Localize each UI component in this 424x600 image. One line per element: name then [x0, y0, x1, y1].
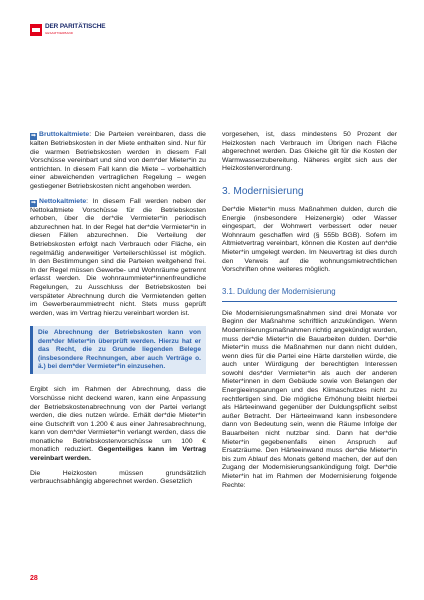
heizkosten-text: Die Heizkosten müssen grundsätzlich verbrauchsabhängig abgerechnet werden. Gesetzlich [30, 469, 206, 486]
section-title: 3. Modernisierung [222, 185, 304, 197]
term-bruttokaltmiete: Bruttokaltmiete [39, 131, 90, 138]
arrow-right-icon: ➡ [30, 199, 37, 206]
abrechnung-text: Ergibt sich im Rahmen der Abrechnung, dass die Vorschüsse nicht deckend waren, kann eine Anpassung der Betriebskostenabrechnung von der Partei verlangt werden, die dies nutzen würde. Erhält der*die Mieter*in eine Gutschrift von 1.200 € aus einer Jahresabrechnung, kann von dem*der Vermieter*in verlangt werden, dass die monatliche Betriebskostenvorschüsse um 100 € monatlich reduziert. [30, 386, 206, 454]
logo-subtitle: GESAMTVERBAND [45, 31, 74, 35]
highlight-box [30, 326, 206, 374]
bruttokaltmiete-text: : Die Parteien vereinbaren, dass die kalten Betriebskosten in der Miete enthalten sind. Nur für die warmen Betriebskosten werden in diesem Fall Vorschüsse vereinbart und sind von dem*der Mieter*in zu entrichten. In diesem Fall kann die Miete – vorbehaltlich einer abweichenden vertraglichen Regelung – wegen gestiegener Betriebskosten nicht angehoben werden. [30, 131, 206, 190]
highlight-text: Die Abrechnung der Betriebskosten kann von dem*der Mieter*in überprüft werden. Hierzu hat er das Recht, die zu Grunde liegenden Belege (insbesondere Rechnungen, aber auch Verträge o. ä.) bei dem*der Vermieter*in einzusehen. [38, 329, 201, 370]
paritaetische-logo [30, 22, 108, 40]
paragraph-modernisierung: Der*die Mieter*in muss Maßnahmen dulden, durch die Energie (insbesondere Heizenergie) oder Wasser eingespart, der Wohnwert verbessert oder neuer Wohnraum geschaffen wird (§ 555b BGB). Sofern im Altmietvertrag vereinbart, können die Kosten auf den*die Mieter*in umgelegt werden. Im Neuvertrag ist dies durch den Verweis auf die wohnungsmietrechtlichen Vorschriften ohne weiteres möglich. [222, 205, 397, 274]
subsection-title: 3.1. Duldung der Modernisierung [222, 286, 336, 296]
logo-title: DER PARITÄTISCHE [45, 23, 106, 30]
logo-mark-icon [30, 24, 42, 36]
paragraph-abrechnung [30, 386, 206, 463]
paragraph-heizkosten [30, 470, 206, 487]
left-column [30, 131, 206, 487]
paragraph-heizkosten-continued: vorgesehen, ist, dass mindestens 50 Prozent der Heizkosten nach Verbrauch im Übrigen nach Fläche abgerechnet werden. Das Gleiche gilt für die Kosten der Warmwasserzubereitung. Näheres ergibt sich aus der Heizkostenverordnung. [222, 131, 397, 173]
nettokaltmiete-text: : In diesem Fall werden neben der Nettokaltmiete Vorschüsse für die Betriebskosten erhoben, über die der*die Vermieter*in periodisch abzurechnen hat. In der Regel hat der*die Vermieter*in in diesen Fällen abzurechnen. Die Verteilung der Betriebskosten erfolgt nach Verbrauch oder Fläche, ein regelmäßig anderweitiger Verteilerschlüssel ist möglich. In den Bestimmungen sind die Parteien weitgehend frei. In der Regel müssen Gewerbe- und Wohnräume getrennt erfasst werden. Die wohnraummieter*innenfreundliche Regelungen, zu Ausschluss der Betriebskosten bei verspäteter Abrechnung durch die Vermietenden gelten im Gewerberaummietrecht nicht. Stets muss geprüft werden, was im Vertrag hierzu vereinbart worden ist. [30, 197, 206, 317]
page-number: 28 [30, 575, 38, 582]
right-column [222, 131, 397, 490]
abrechnung-bold-text: Gegenteiliges kann im Vertrag vereinbart werden. [30, 446, 206, 463]
arrow-right-icon: ➡ [30, 133, 37, 139]
paragraph-nettokaltmiete [30, 198, 206, 319]
subsection-divider [222, 301, 397, 302]
term-nettokaltmiete: Nettokaltmiete [39, 197, 87, 205]
paragraph-duldung: Die Modernisierungsmaßnahmen sind drei Monate vor Beginn der Maßnahme schriftlich anzukündigen. Wenn Modernisierungsmaßnahmen richtig angekündigt wurden, muss der*die Mieter*in die Bauarbeiten dulden. Der*die Mieter*in muss die Maßnahmen nur dann nicht dulden, wenn dies für die Partei eine Härte darstellen würde, die auch unter Würdigung der berechtigten Interessen sowohl des*der Vermieter*in als auch der anderen Mieter*innen in dem Gebäude sowie von Belangen der Energieeinsparungen und des Klimaschutzes nicht zu rechtfertigen sind. Die mögliche Erhöhung bleibt hierbei als Härteeinwand gegenüber der Duldungspflicht selbst außer Betracht. Der Härteeinwand kann insbesondere dann von Bedeutung sein, wenn die Räume Infolge der Bauarbeiten nicht nutzbar sind. Dann hat der*die Mieter*in gegebenenfalls einen Anspruch auf Ersatzräume. Den Härteeinwand muss der*die Mieter*in bis zum Ablauf des Monats geltend machen, der auf den Zugang der Modernisierungsankündigung folgt. Der*die Mieter*in hat im Rahmen der Modernisierung folgende Rechte: [222, 309, 397, 489]
paragraph-bruttokaltmiete [30, 131, 206, 192]
